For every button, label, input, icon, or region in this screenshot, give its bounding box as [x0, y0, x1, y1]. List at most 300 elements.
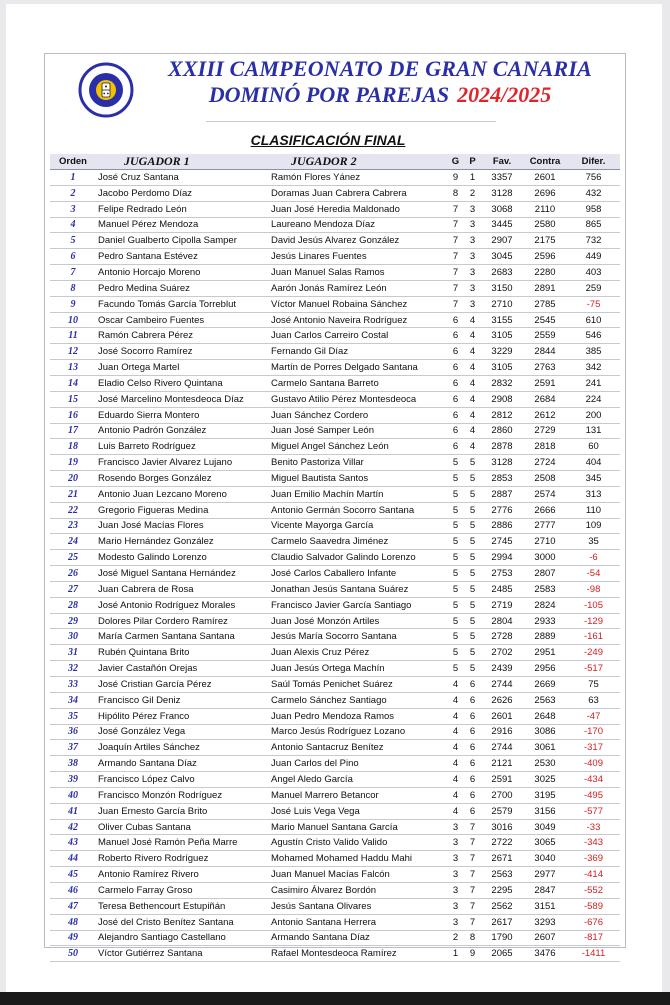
- table-row: [50, 360, 620, 376]
- table-row: [50, 581, 620, 597]
- p-cell: 3: [464, 296, 481, 312]
- fav-cell: 2722: [481, 835, 523, 851]
- jugador2-cell: Antonio Germán Socorro Santana: [269, 502, 447, 518]
- fav-cell: 3105: [481, 328, 523, 344]
- fav-cell: 2878: [481, 439, 523, 455]
- jugador2-cell: Juan Emilio Machín Martín: [269, 486, 447, 502]
- orden-cell: 22: [50, 502, 96, 518]
- contra-cell: 2574: [523, 486, 567, 502]
- classification-subtitle: CLASIFICACIÓN FINAL: [250, 132, 406, 148]
- contra-cell: 2847: [523, 882, 567, 898]
- p-cell: 4: [464, 407, 481, 423]
- jugador1-cell: Mario Hernández González: [96, 534, 269, 550]
- g-cell: 6: [447, 328, 464, 344]
- table-row: [50, 439, 620, 455]
- g-cell: 5: [447, 471, 464, 487]
- g-cell: 3: [447, 898, 464, 914]
- contra-cell: 2596: [523, 249, 567, 265]
- p-cell: 6: [464, 756, 481, 772]
- jugador1-cell: Manuel José Ramón Peña Marre: [96, 835, 269, 851]
- contra-cell: 2891: [523, 280, 567, 296]
- jugador2-cell: Rafael Montesdeoca Ramírez: [269, 946, 447, 962]
- g-cell: 4: [447, 708, 464, 724]
- jugador1-cell: Joaquín Artiles Sánchez: [96, 740, 269, 756]
- difer-cell: -129: [567, 613, 620, 629]
- g-cell: 5: [447, 581, 464, 597]
- jugador1-cell: José González Vega: [96, 724, 269, 740]
- fav-cell: 2439: [481, 661, 523, 677]
- table-row: [50, 851, 620, 867]
- orden-cell: 40: [50, 787, 96, 803]
- jugador1-cell: Juan Cabrera de Rosa: [96, 581, 269, 597]
- fav-cell: 2683: [481, 265, 523, 281]
- col-difer: Difer.: [567, 154, 620, 170]
- difer-cell: -817: [567, 930, 620, 946]
- difer-cell: -105: [567, 597, 620, 613]
- jugador2-cell: Juan Manuel Salas Ramos: [269, 265, 447, 281]
- table-row: [50, 217, 620, 233]
- jugador2-cell: Martín de Porres Delgado Santana: [269, 360, 447, 376]
- p-cell: 4: [464, 328, 481, 344]
- contra-cell: 2763: [523, 360, 567, 376]
- g-cell: 5: [447, 455, 464, 471]
- jugador1-cell: José Marcelino Montesdeoca Díaz: [96, 391, 269, 407]
- table-row: [50, 835, 620, 851]
- difer-cell: -47: [567, 708, 620, 724]
- difer-cell: 385: [567, 344, 620, 360]
- orden-cell: 5: [50, 233, 96, 249]
- difer-cell: 241: [567, 375, 620, 391]
- orden-cell: 44: [50, 851, 96, 867]
- standings-body: [50, 170, 620, 962]
- fav-cell: 2719: [481, 597, 523, 613]
- fav-cell: 3150: [481, 280, 523, 296]
- jugador1-cell: Pedro Medina Suárez: [96, 280, 269, 296]
- p-cell: 6: [464, 724, 481, 740]
- orden-cell: 43: [50, 835, 96, 851]
- contra-cell: 2710: [523, 534, 567, 550]
- jugador1-cell: Eduardo Sierra Montero: [96, 407, 269, 423]
- contra-cell: 3151: [523, 898, 567, 914]
- contra-cell: 2684: [523, 391, 567, 407]
- fav-cell: 2700: [481, 787, 523, 803]
- orden-cell: 45: [50, 867, 96, 883]
- contra-cell: 2889: [523, 629, 567, 645]
- fav-cell: 3229: [481, 344, 523, 360]
- header-divider: [206, 121, 496, 122]
- table-row: [50, 471, 620, 487]
- orden-cell: 46: [50, 882, 96, 898]
- jugador2-cell: Benito Pastoriza Villar: [269, 455, 447, 471]
- jugador2-cell: Vicente Mayorga García: [269, 518, 447, 534]
- orden-cell: 13: [50, 360, 96, 376]
- jugador1-cell: Jacobo Perdomo Díaz: [96, 185, 269, 201]
- contra-cell: 2280: [523, 265, 567, 281]
- p-cell: 5: [464, 566, 481, 582]
- difer-cell: 109: [567, 518, 620, 534]
- g-cell: 5: [447, 502, 464, 518]
- jugador1-cell: Juan Ernesto García Brito: [96, 803, 269, 819]
- g-cell: 6: [447, 439, 464, 455]
- jugador1-cell: Ramón Cabrera Pérez: [96, 328, 269, 344]
- p-cell: 6: [464, 772, 481, 788]
- orden-cell: 47: [50, 898, 96, 914]
- contra-cell: 3049: [523, 819, 567, 835]
- jugador1-cell: Víctor Gutiérrez Santana: [96, 946, 269, 962]
- p-cell: 3: [464, 217, 481, 233]
- g-cell: 3: [447, 851, 464, 867]
- jugador2-cell: Juan Manuel Macías Falcón: [269, 867, 447, 883]
- orden-cell: 17: [50, 423, 96, 439]
- difer-cell: -249: [567, 645, 620, 661]
- jugador2-cell: Jesús Linares Fuentes: [269, 249, 447, 265]
- orden-cell: 20: [50, 471, 96, 487]
- fav-cell: 2860: [481, 423, 523, 439]
- jugador2-cell: Antonio Santacruz Benítez: [269, 740, 447, 756]
- title-season: 2024/2025: [457, 82, 552, 107]
- orden-cell: 14: [50, 375, 96, 391]
- p-cell: 6: [464, 692, 481, 708]
- contra-cell: 3195: [523, 787, 567, 803]
- contra-cell: 2669: [523, 677, 567, 693]
- difer-cell: 131: [567, 423, 620, 439]
- difer-cell: -170: [567, 724, 620, 740]
- jugador1-cell: María Carmen Santana Santana: [96, 629, 269, 645]
- fav-cell: 2908: [481, 391, 523, 407]
- g-cell: 5: [447, 550, 464, 566]
- table-row: [50, 645, 620, 661]
- difer-cell: -495: [567, 787, 620, 803]
- jugador2-cell: David Jesús Alvarez González: [269, 233, 447, 249]
- jugador2-cell: José Antonio Naveira Rodríguez: [269, 312, 447, 328]
- p-cell: 3: [464, 233, 481, 249]
- jugador1-cell: Antonio Ramírez Rivero: [96, 867, 269, 883]
- fav-cell: 2562: [481, 898, 523, 914]
- table-row: [50, 898, 620, 914]
- fav-cell: 2887: [481, 486, 523, 502]
- jugador2-cell: José Carlos Caballero Infante: [269, 566, 447, 582]
- jugador2-cell: Carmelo Saavedra Jiménez: [269, 534, 447, 550]
- orden-cell: 7: [50, 265, 96, 281]
- fav-cell: 3105: [481, 360, 523, 376]
- p-cell: 5: [464, 534, 481, 550]
- p-cell: 5: [464, 486, 481, 502]
- p-cell: 3: [464, 249, 481, 265]
- g-cell: 9: [447, 170, 464, 186]
- orden-cell: 48: [50, 914, 96, 930]
- p-cell: 5: [464, 613, 481, 629]
- jugador1-cell: Luis Barreto Rodríguez: [96, 439, 269, 455]
- g-cell: 3: [447, 914, 464, 930]
- jugador2-cell: José Luis Vega Vega: [269, 803, 447, 819]
- jugador1-cell: Armando Santana Díaz: [96, 756, 269, 772]
- jugador2-cell: Manuel Marrero Betancor: [269, 787, 447, 803]
- jugador1-cell: Roberto Rivero Rodríguez: [96, 851, 269, 867]
- g-cell: 3: [447, 867, 464, 883]
- g-cell: 4: [447, 724, 464, 740]
- jugador2-cell: Juan Alexis Cruz Pérez: [269, 645, 447, 661]
- difer-cell: -98: [567, 581, 620, 597]
- fav-cell: 2591: [481, 772, 523, 788]
- jugador1-cell: Oscar Cambeiro Fuentes: [96, 312, 269, 328]
- difer-cell: -676: [567, 914, 620, 930]
- fav-cell: 2886: [481, 518, 523, 534]
- jugador1-cell: Gregorio Figueras Medina: [96, 502, 269, 518]
- fav-cell: 2776: [481, 502, 523, 518]
- orden-cell: 3: [50, 201, 96, 217]
- difer-cell: -409: [567, 756, 620, 772]
- p-cell: 4: [464, 312, 481, 328]
- fav-cell: 2744: [481, 677, 523, 693]
- orden-cell: 18: [50, 439, 96, 455]
- difer-cell: -577: [567, 803, 620, 819]
- orden-cell: 29: [50, 613, 96, 629]
- jugador1-cell: Antonio Juan Lezcano Moreno: [96, 486, 269, 502]
- difer-cell: -33: [567, 819, 620, 835]
- contra-cell: 2563: [523, 692, 567, 708]
- fav-cell: 2804: [481, 613, 523, 629]
- jugador1-cell: Juan José Macías Flores: [96, 518, 269, 534]
- g-cell: 5: [447, 661, 464, 677]
- contra-cell: 3025: [523, 772, 567, 788]
- jugador2-cell: Mario Manuel Santana García: [269, 819, 447, 835]
- fav-cell: 2853: [481, 471, 523, 487]
- jugador1-cell: Francisco Gil Deniz: [96, 692, 269, 708]
- orden-cell: 16: [50, 407, 96, 423]
- fav-cell: 2744: [481, 740, 523, 756]
- difer-cell: -1411: [567, 946, 620, 962]
- table-row: [50, 708, 620, 724]
- fav-cell: 2295: [481, 882, 523, 898]
- jugador1-cell: Rubén Quintana Brito: [96, 645, 269, 661]
- jugador2-cell: Juan José Heredia Maldonado: [269, 201, 447, 217]
- orden-cell: 33: [50, 677, 96, 693]
- jugador2-cell: Marco Jesús Rodríguez Lozano: [269, 724, 447, 740]
- contra-cell: 2648: [523, 708, 567, 724]
- table-row: [50, 280, 620, 296]
- championship-title: [140, 56, 620, 108]
- contra-cell: 3156: [523, 803, 567, 819]
- table-row: [50, 502, 620, 518]
- table-row: [50, 423, 620, 439]
- table-row: [50, 661, 620, 677]
- jugador1-cell: Dolores Pilar Cordero Ramírez: [96, 613, 269, 629]
- orden-cell: 23: [50, 518, 96, 534]
- jugador2-cell: Francisco Javier García Santiago: [269, 597, 447, 613]
- contra-cell: 2785: [523, 296, 567, 312]
- jugador1-cell: Antonio Padrón González: [96, 423, 269, 439]
- orden-cell: 32: [50, 661, 96, 677]
- jugador2-cell: Agustín Cristo Valido Valido: [269, 835, 447, 851]
- difer-cell: -75: [567, 296, 620, 312]
- difer-cell: -343: [567, 835, 620, 851]
- p-cell: 6: [464, 787, 481, 803]
- fav-cell: 3128: [481, 455, 523, 471]
- orden-cell: 19: [50, 455, 96, 471]
- jugador2-cell: Jonathan Jesús Santana Suárez: [269, 581, 447, 597]
- col-jugador1: JUGADOR 1: [96, 154, 269, 170]
- fav-cell: 2994: [481, 550, 523, 566]
- col-contra: Contra: [523, 154, 567, 170]
- orden-cell: 35: [50, 708, 96, 724]
- contra-cell: 2818: [523, 439, 567, 455]
- g-cell: 5: [447, 613, 464, 629]
- jugador1-cell: Javier Castañón Orejas: [96, 661, 269, 677]
- jugador2-cell: Juan Jesús Ortega Machín: [269, 661, 447, 677]
- table-row: [50, 518, 620, 534]
- jugador2-cell: Aarón Jonás Ramírez León: [269, 280, 447, 296]
- orden-cell: 1: [50, 170, 96, 186]
- contra-cell: 3086: [523, 724, 567, 740]
- g-cell: 6: [447, 375, 464, 391]
- difer-cell: 313: [567, 486, 620, 502]
- table-row: [50, 613, 620, 629]
- g-cell: 4: [447, 772, 464, 788]
- fav-cell: 2626: [481, 692, 523, 708]
- table-row: [50, 312, 620, 328]
- p-cell: 4: [464, 344, 481, 360]
- contra-cell: 2175: [523, 233, 567, 249]
- g-cell: 5: [447, 597, 464, 613]
- orden-cell: 4: [50, 217, 96, 233]
- table-row: [50, 296, 620, 312]
- jugador2-cell: Doramas Juan Cabrera Cabrera: [269, 185, 447, 201]
- g-cell: 5: [447, 518, 464, 534]
- p-cell: 3: [464, 280, 481, 296]
- difer-cell: 345: [567, 471, 620, 487]
- orden-cell: 50: [50, 946, 96, 962]
- contra-cell: 3061: [523, 740, 567, 756]
- orden-cell: 15: [50, 391, 96, 407]
- orden-cell: 38: [50, 756, 96, 772]
- jugador1-cell: Rosendo Borges González: [96, 471, 269, 487]
- fav-cell: 1790: [481, 930, 523, 946]
- table-row: [50, 692, 620, 708]
- contra-cell: 2977: [523, 867, 567, 883]
- jugador1-cell: Francisco Javier Alvarez Lujano: [96, 455, 269, 471]
- contra-cell: 2580: [523, 217, 567, 233]
- contra-cell: 2545: [523, 312, 567, 328]
- difer-cell: -317: [567, 740, 620, 756]
- difer-cell: 546: [567, 328, 620, 344]
- jugador2-cell: Mohamed Mohamed Haddu Mahi: [269, 851, 447, 867]
- jugador2-cell: Juan Carlos Carreiro Costal: [269, 328, 447, 344]
- fav-cell: 2617: [481, 914, 523, 930]
- col-p: P: [464, 154, 481, 170]
- fav-cell: 2671: [481, 851, 523, 867]
- difer-cell: 224: [567, 391, 620, 407]
- orden-cell: 39: [50, 772, 96, 788]
- orden-cell: 2: [50, 185, 96, 201]
- orden-cell: 25: [50, 550, 96, 566]
- p-cell: 5: [464, 518, 481, 534]
- g-cell: 4: [447, 740, 464, 756]
- p-cell: 8: [464, 930, 481, 946]
- difer-cell: -161: [567, 629, 620, 645]
- g-cell: 5: [447, 629, 464, 645]
- g-cell: 6: [447, 423, 464, 439]
- table-row: [50, 914, 620, 930]
- fav-cell: 2916: [481, 724, 523, 740]
- table-row: [50, 787, 620, 803]
- table-row: [50, 185, 620, 201]
- p-cell: 3: [464, 265, 481, 281]
- contra-cell: 3040: [523, 851, 567, 867]
- g-cell: 1: [447, 946, 464, 962]
- p-cell: 5: [464, 455, 481, 471]
- fav-cell: 3357: [481, 170, 523, 186]
- g-cell: 5: [447, 534, 464, 550]
- difer-cell: 403: [567, 265, 620, 281]
- fav-cell: 2832: [481, 375, 523, 391]
- table-row: [50, 867, 620, 883]
- p-cell: 7: [464, 882, 481, 898]
- fav-cell: 2121: [481, 756, 523, 772]
- g-cell: 7: [447, 280, 464, 296]
- jugador1-cell: Juan Ortega Martel: [96, 360, 269, 376]
- orden-cell: 8: [50, 280, 96, 296]
- p-cell: 6: [464, 677, 481, 693]
- g-cell: 7: [447, 296, 464, 312]
- fav-cell: 2579: [481, 803, 523, 819]
- orden-cell: 28: [50, 597, 96, 613]
- table-row: [50, 233, 620, 249]
- contra-cell: 2110: [523, 201, 567, 217]
- difer-cell: 432: [567, 185, 620, 201]
- table-row: [50, 629, 620, 645]
- jugador2-cell: Ramón Flores Yánez: [269, 170, 447, 186]
- table-row: [50, 455, 620, 471]
- jugador2-cell: Antonio Santana Herrera: [269, 914, 447, 930]
- orden-cell: 26: [50, 566, 96, 582]
- g-cell: 3: [447, 882, 464, 898]
- contra-cell: 2612: [523, 407, 567, 423]
- jugador2-cell: Claudio Salvador Galindo Lorenzo: [269, 550, 447, 566]
- g-cell: 2: [447, 930, 464, 946]
- jugador1-cell: Hipólito Pérez Franco: [96, 708, 269, 724]
- p-cell: 4: [464, 360, 481, 376]
- orden-cell: 42: [50, 819, 96, 835]
- fav-cell: 2065: [481, 946, 523, 962]
- difer-cell: -552: [567, 882, 620, 898]
- difer-cell: -6: [567, 550, 620, 566]
- jugador1-cell: Manuel Pérez Mendoza: [96, 217, 269, 233]
- p-cell: 6: [464, 708, 481, 724]
- jugador2-cell: Miguel Angel Sánchez León: [269, 439, 447, 455]
- contra-cell: 3065: [523, 835, 567, 851]
- table-row: [50, 407, 620, 423]
- p-cell: 5: [464, 502, 481, 518]
- fav-cell: 3045: [481, 249, 523, 265]
- p-cell: 7: [464, 819, 481, 835]
- g-cell: 4: [447, 787, 464, 803]
- difer-cell: -434: [567, 772, 620, 788]
- table-header-row: [50, 154, 620, 170]
- table-row: [50, 819, 620, 835]
- orden-cell: 12: [50, 344, 96, 360]
- jugador2-cell: Carmelo Santana Barreto: [269, 375, 447, 391]
- p-cell: 4: [464, 391, 481, 407]
- p-cell: 7: [464, 898, 481, 914]
- jugador1-cell: José Cristian García Pérez: [96, 677, 269, 693]
- table-row: [50, 486, 620, 502]
- table-row: [50, 566, 620, 582]
- difer-cell: 259: [567, 280, 620, 296]
- col-fav: Fav.: [481, 154, 523, 170]
- difer-cell: 60: [567, 439, 620, 455]
- jugador2-cell: Saúl Tomás Penichet Suárez: [269, 677, 447, 693]
- difer-cell: -589: [567, 898, 620, 914]
